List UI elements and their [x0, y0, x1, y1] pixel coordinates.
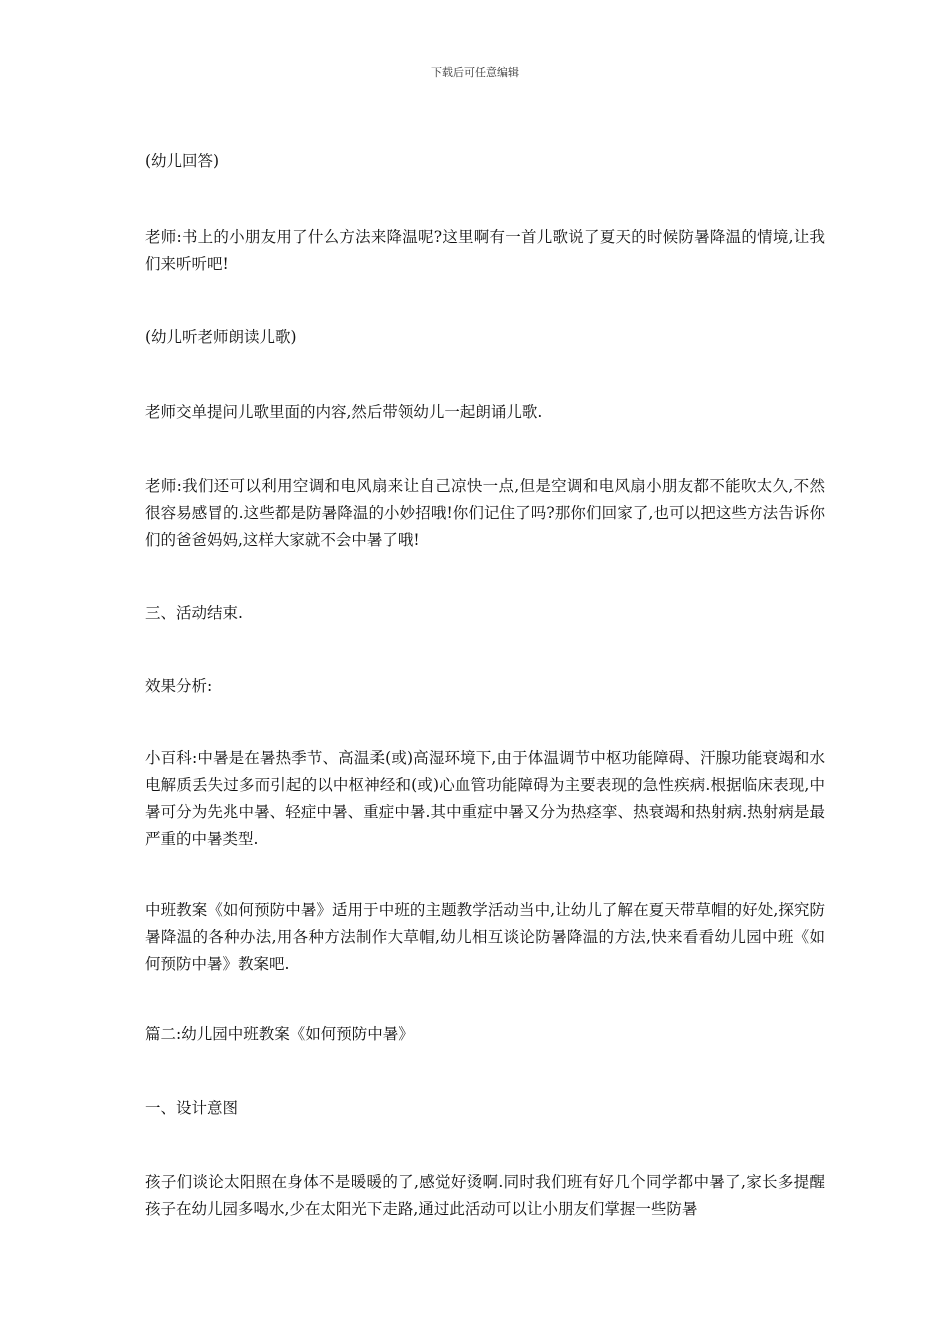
- paragraph-teacher-question: 老师:书上的小朋友用了什么方法来降温呢?这里啊有一首儿歌说了夏天的时候防暑降温的情境,让我们来听听吧!: [145, 228, 825, 273]
- section-heading-part-two: 篇二:幼儿园中班教案《如何预防中暑》: [145, 1025, 414, 1043]
- page-header-note: 下载后可任意编辑: [431, 66, 519, 79]
- paragraph-listen-rhyme: (幼儿听老师朗读儿歌): [145, 328, 297, 346]
- section-heading-effect-analysis: 效果分析:: [145, 677, 213, 695]
- paragraph-recite-rhyme: 老师交单提问儿歌里面的内容,然后带领幼儿一起朗诵儿歌.: [145, 403, 543, 421]
- paragraph-encyclopedia: 小百科:中暑是在暑热季节、高温柔(或)高湿环境下,由于体温调节中枢功能障碍、汗腺功能衰竭和水电解质丢失过多而引起的以中枢神经和(或)心血管功能障碍为主要表现的急性疾病.根据临床表现,中暑可分为先兆中暑、轻症中暑、重症中暑.其中重症中暑又分为热痉挛、热衰竭和热射病.热射病是最严重的中暑类型.: [145, 749, 825, 848]
- paragraph-child-answer: (幼儿回答): [145, 152, 220, 170]
- section-heading-activity-end: 三、活动结束.: [145, 604, 243, 622]
- paragraph-design-intent: 孩子们谈论太阳照在身体不是暖暖的了,感觉好烫啊.同时我们班有好几个同学都中暑了,家长多提醒孩子在幼儿园多喝水,少在太阳光下走路,通过此活动可以让小朋友们掌握一些防暑: [145, 1173, 825, 1218]
- section-heading-design-intent: 一、设计意图: [145, 1099, 239, 1117]
- paragraph-lesson-summary: 中班教案《如何预防中暑》适用于中班的主题教学活动当中,让幼儿了解在夏天带草帽的好处,探究防暑降温的各种办法,用各种方法制作大草帽,幼儿相互谈论防暑降温的方法,快来看看幼儿园中班《如何预防中暑》教案吧.: [145, 901, 825, 973]
- paragraph-teacher-tips: 老师:我们还可以利用空调和电风扇来让自己凉快一点,但是空调和电风扇小朋友都不能吹太久,不然很容易感冒的.这些都是防暑降温的小妙招哦!你们记住了吗?那你们回家了,也可以把这些方法告诉你们的爸爸妈妈,这样大家就不会中暑了哦!: [145, 477, 825, 549]
